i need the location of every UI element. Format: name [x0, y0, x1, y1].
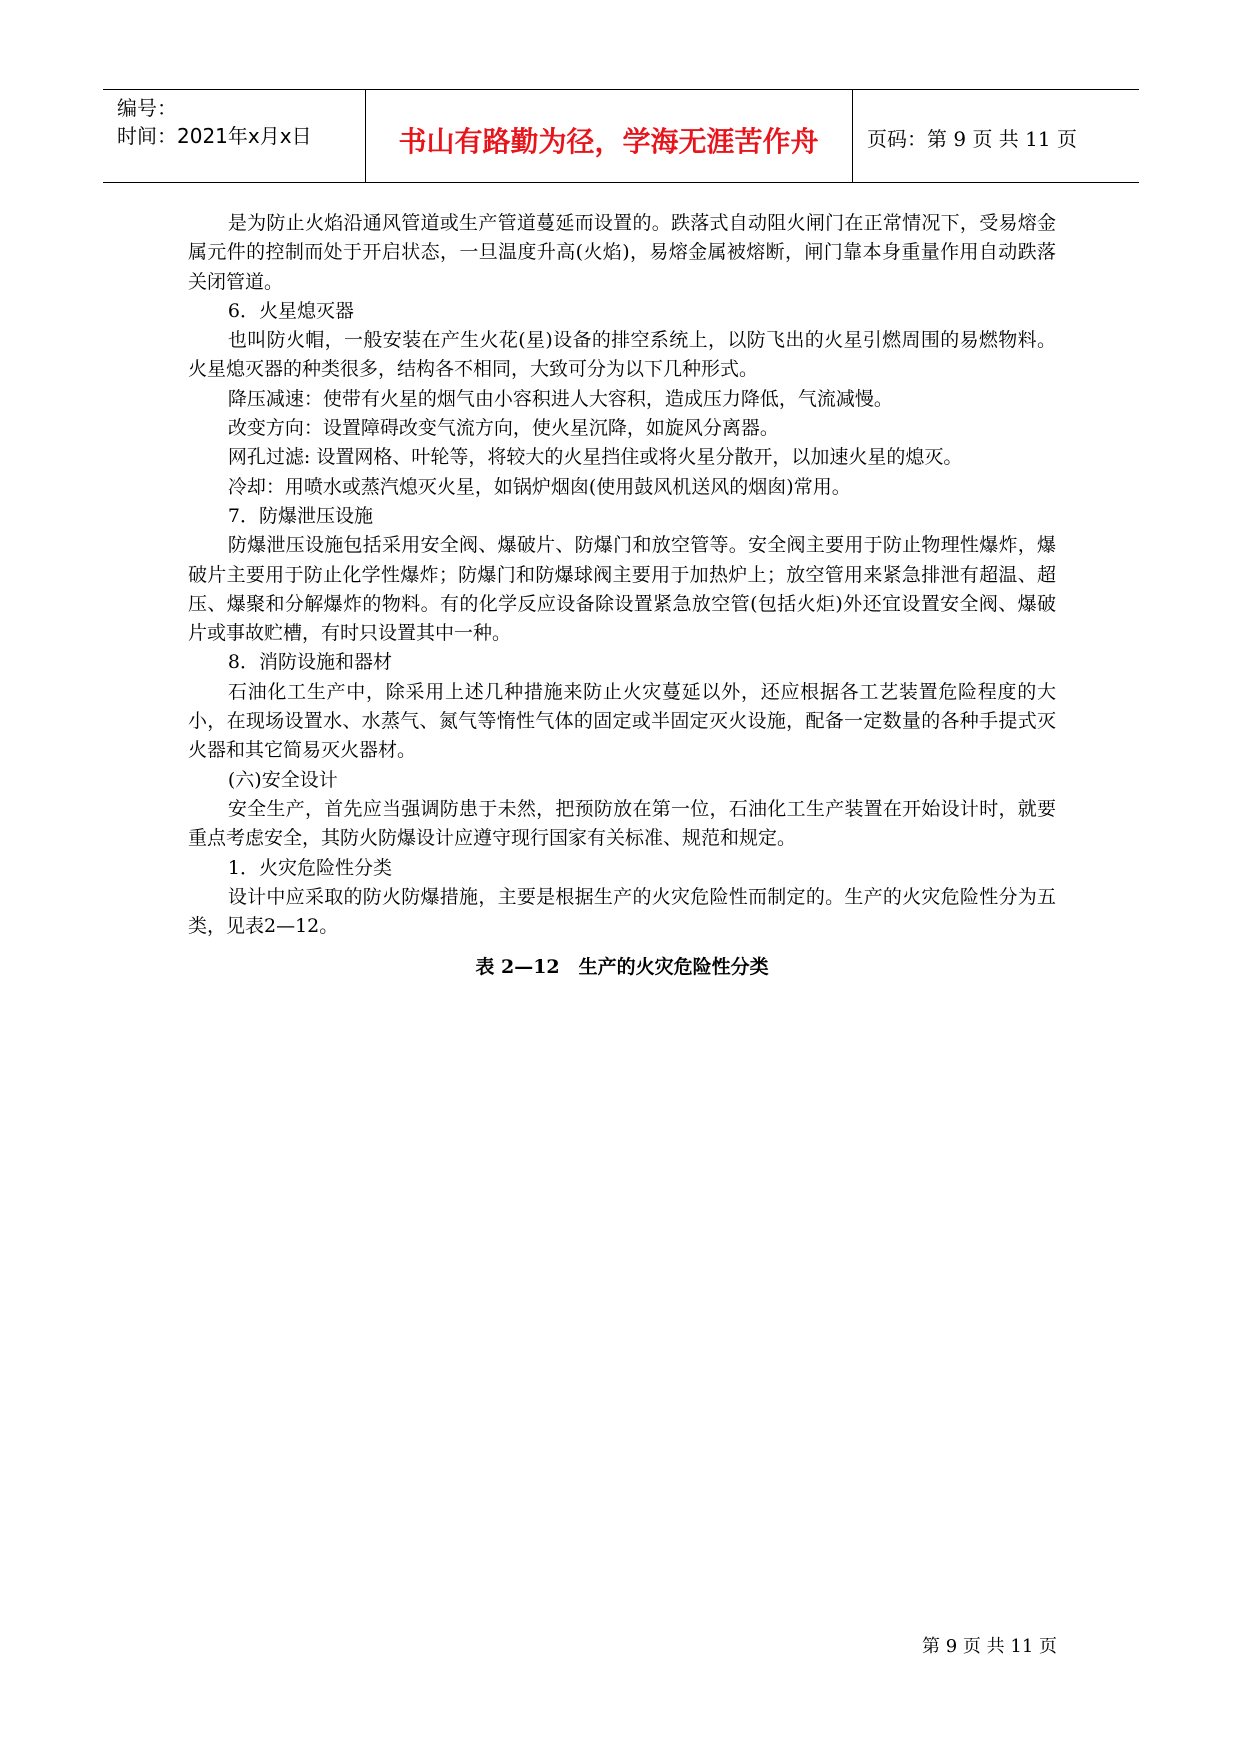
paragraph: 网孔过滤: 设置网格、叶轮等，将较大的火星挡住或将火星分散开，以加速火星的熄灭。 [227, 446, 963, 469]
paragraph: 冷却：用喷水或蒸汽熄灭火星，如锅炉烟囱(使用鼓风机送风的烟囱)常用。 [227, 475, 851, 498]
section-heading: 7．防爆泄压设施 [227, 504, 373, 527]
paragraph: 也叫防火帽，一般安装在产生火花(星)设备的排空系统上，以防飞出的火星引燃周围的易燃物料。火星熄灭器的种类很多，结构各不相同，大致可分为以下几种形式。 [188, 329, 1056, 381]
document-body [188, 209, 1056, 941]
paragraph: 是为防止火焰沿通风管道或生产管道蔓延而设置的。跌落式自动阻火闸门在正常情况下，受易熔金属元件的控制而处于开启状态，一旦温度升高(火焰)，易熔金属被熔断，闸门靠本身重量作用自动跌落关闭管道。 [188, 212, 1056, 293]
section-heading: 6．火星熄灭器 [227, 299, 354, 322]
paragraph: 安全生产，首先应当强调防患于未然，把预防放在第一位，石油化工生产装置在开始设计时，就要重点考虑安全，其防火防爆设计应遵守现行国家有关标准、规范和规定。 [188, 797, 1056, 850]
paragraph: 降压减速：使带有火星的烟气由小容积进人大容积，造成压力降低，气流减慢。 [227, 387, 893, 410]
section-heading: 8．消防设施和器材 [227, 651, 392, 674]
section-heading: 1．火灾危险性分类 [227, 856, 392, 879]
header-meta [117, 94, 312, 150]
document-time-label: 时间：2021年x月x日 [117, 124, 312, 148]
header-motto: 书山有路勤为径，学海无涯苦作舟 [398, 125, 819, 158]
table-caption: 表 2—12 生产的火灾危险性分类 [475, 956, 769, 978]
page-header [103, 89, 1139, 183]
paragraph: 石油化工生产中，除采用上述几种措施来防止火灾蔓延以外，还应根据各工艺装置危险程度的大小，在现场设置水、水蒸气、氮气等惰性气体的固定或半固定灭火设施，配备一定数量的各种手提式灭火器和其它简易灭火器材。 [188, 680, 1056, 762]
paragraph: 设计中应采取的防火防爆措施，主要是根据生产的火灾危险性而制定的。生产的火灾危险性分为五类，见表2—12。 [188, 885, 1056, 938]
header-page-info: 页码：第 9 页 共 11 页 [867, 127, 1077, 151]
document-number-label: 编号： [117, 96, 177, 120]
paragraph: 改变方向：设置障碍改变气流方向，使火星沉降，如旋风分离器。 [227, 417, 779, 440]
header-divider [852, 90, 853, 182]
section-heading: (六)安全设计 [227, 768, 338, 791]
page-footer: 第 9 页 共 11 页 [922, 1636, 1057, 1657]
paragraph: 防爆泄压设施包括采用安全阀、爆破片、防爆门和放空管等。安全阀主要用于防止物理性爆炸，爆破片主要用于防止化学性爆炸；防爆门和防爆球阀主要用于加热炉上；放空管用来紧急排泄有超温、超压、爆聚和分解爆炸的物料。有的化学反应设备除设置紧急放空管(包括火炬)外还宜设置安全阀、爆破片或事故贮槽，有时只设置其中一种。 [188, 534, 1056, 645]
